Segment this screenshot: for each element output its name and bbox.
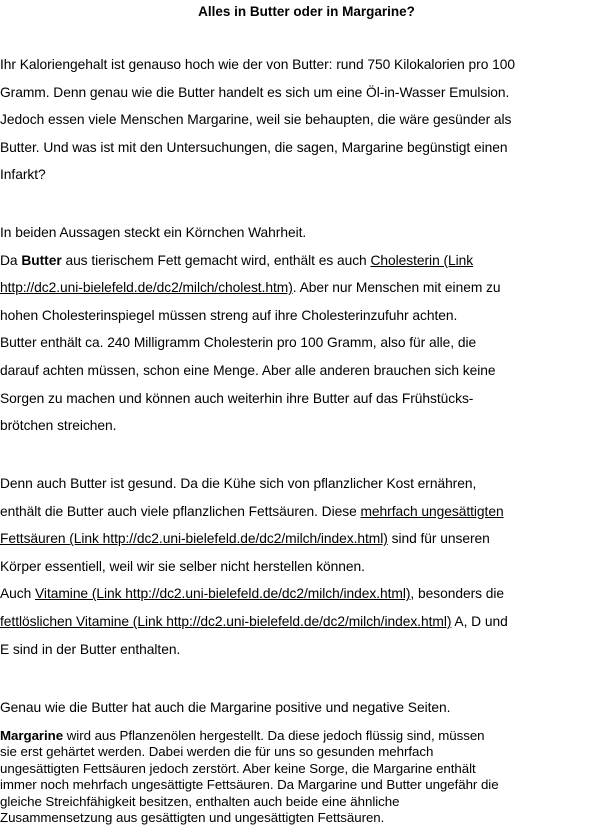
cholesterin-link-url[interactable]: http://dc2.uni-bielefeld.de/dc2/milch/cholest.htm)	[0, 280, 293, 296]
text-line: gleiche Streichfähigkeit besitzen, enthalten auch beide eine ähnliche	[0, 793, 400, 809]
text-line: sie erst gehärtet werden. Dabei werden die für uns so gesunden mehrfach	[0, 744, 434, 760]
text-line: Zusammensetzung aus gesättigten und ungesättigten Fettsäuren.	[0, 809, 385, 825]
text-line: Ihr Kaloriengehalt ist genauso hoch wie der von Butter: rund 750 Kilokalorien pro 100	[0, 57, 515, 72]
fatty-acids-link-url[interactable]: Fettsäuren (Link http://dc2.uni-bielefeld.de/dc2/milch/index.html)	[0, 531, 388, 547]
fat-soluble-vitamins-link[interactable]: fettlöslichen Vitamine (Link http://dc2.uni-bielefeld.de/dc2/milch/index.html)	[0, 613, 452, 629]
text-fragment: Da	[0, 252, 22, 268]
text-line: Butter. Und was ist mit den Untersuchungen, die sagen, Margarine begünstigt einen	[0, 139, 508, 155]
paragraph-cholesterol	[0, 219, 613, 440]
text-line: Denn auch Butter ist gesund. Da die Kühe sich von pflanzlicher Kost ernähren,	[0, 476, 477, 491]
cholesterin-link[interactable]: Cholesterin (Link	[370, 252, 474, 268]
text-line: darauf achten müssen, schon eine Menge. Aber alle anderen brauchen sich keine	[0, 362, 496, 378]
text-line: Körper essentiell, weil wir sie selber nicht herstellen können.	[0, 558, 365, 574]
text-fragment: wird aus Pflanzenölen hergestellt. Da diese jedoch flüssig sind, müssen	[63, 728, 485, 743]
bold-term-margarine: Margarine	[0, 728, 64, 743]
text-fragment: aus tierischem Fett gemacht wird, enthält es auch	[61, 252, 371, 268]
fatty-acids-link[interactable]: mehrfach ungesättigten	[360, 503, 504, 519]
bold-term-butter: Butter	[21, 252, 62, 268]
text-line	[0, 498, 613, 526]
text-line: Butter enthält ca. 240 Milligramm Cholesterin pro 100 Gramm, also für alle, die	[0, 335, 477, 351]
text-fragment: , besonders die	[410, 586, 505, 602]
text-line	[0, 728, 613, 744]
paragraph-calories	[0, 51, 613, 189]
text-line	[0, 580, 613, 608]
text-line: E sind in der Butter enthalten.	[0, 641, 181, 657]
text-line: Genau wie die Butter hat auch die Margarine positive und negative Seiten.	[0, 700, 451, 715]
text-line: In beiden Aussagen steckt ein Körnchen Wahrheit.	[0, 225, 307, 240]
text-fragment: Auch	[0, 586, 36, 602]
text-line	[0, 525, 613, 553]
text-line	[0, 608, 613, 636]
text-fragment: . Aber nur Menschen mit einem zu	[292, 280, 501, 296]
text-fragment: enthält die Butter auch viele pflanzlichen Fettsäuren. Diese	[0, 503, 361, 519]
document-title: Alles in Butter oder in Margarine?	[198, 4, 415, 19]
paragraph-margarine	[0, 728, 613, 826]
text-line	[0, 274, 613, 302]
text-line: Infarkt?	[0, 167, 46, 183]
text-line: brötchen streichen.	[0, 418, 117, 434]
paragraph-margarine-intro	[0, 694, 613, 722]
paragraph-fatty-acids	[0, 470, 613, 663]
text-line: Gramm. Denn genau wie die Butter handelt es sich um eine Öl-in-Wasser Emulsion.	[0, 84, 510, 100]
text-line: Jedoch essen viele Menschen Margarine, weil sie behaupten, die wäre gesünder als	[0, 112, 512, 128]
text-line: immer noch mehrfach ungesättigte Fettsäuren. Da Margarine und Butter ungefähr die	[0, 777, 499, 793]
text-line	[0, 247, 613, 275]
text-line: hohen Cholesterinspiegel müssen streng auf ihre Cholesterinzufuhr achten.	[0, 307, 458, 323]
text-line: Sorgen zu machen und können auch weiterhin ihre Butter auf das Frühstücks-	[0, 390, 474, 406]
vitamine-link[interactable]: Vitamine (Link http://dc2.uni-bielefeld.de/dc2/milch/index.html)	[35, 586, 411, 602]
text-fragment: sind für unseren	[387, 531, 490, 547]
text-fragment: A, D und	[451, 613, 508, 629]
text-line: ungesättigten Fettsäuren jedoch zerstört. Aber keine Sorge, die Margarine enthält	[0, 760, 476, 776]
